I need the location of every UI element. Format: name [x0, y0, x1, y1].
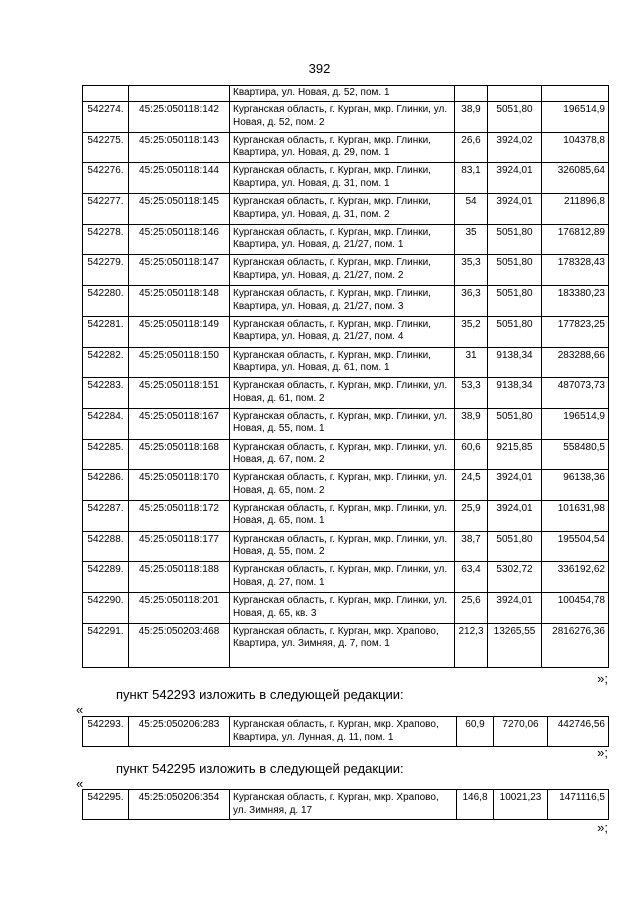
- table-row: [83, 562, 609, 593]
- row-number: 542274.: [83, 102, 129, 133]
- unit-price: 5051,80: [488, 408, 542, 439]
- unit-price: 3924,01: [488, 163, 542, 194]
- cadastral-number: 45:25:050206:283: [129, 717, 230, 747]
- amendment-instruction: пункт 542295 изложить в следующей редакции:: [116, 761, 404, 776]
- total-value: 558480,5: [542, 439, 609, 470]
- address: Курганская область, г. Курган, мкр. Глинки, Квартира, ул. Новая, д. 31, пом. 1: [230, 163, 455, 194]
- address: Квартира, ул. Новая, д. 52, пом. 1: [230, 86, 455, 102]
- unit-price: 13265,55: [488, 623, 542, 667]
- amendment-instruction: пункт 542293 изложить в следующей редакции:: [116, 687, 404, 702]
- address: Курганская область, г. Курган, мкр. Глинки, ул. Новая, д. 55, пом. 1: [230, 408, 455, 439]
- total-value: 487073,73: [542, 378, 609, 409]
- area: 35,2: [455, 316, 488, 347]
- row-number: 542281.: [83, 316, 129, 347]
- address: Курганская область, г. Курган, мкр. Глинки, ул. Новая, д. 65, пом. 2: [230, 470, 455, 501]
- row-number: 542283.: [83, 378, 129, 409]
- table-row: [83, 593, 609, 624]
- total-value: 100454,78: [542, 593, 609, 624]
- area: 25,6: [455, 593, 488, 624]
- total-value: 176812,89: [542, 224, 609, 255]
- total-value: 196514,9: [542, 408, 609, 439]
- row-number: 542293.: [83, 717, 129, 747]
- table-row: [83, 717, 609, 747]
- total-value: 101631,98: [542, 500, 609, 531]
- table-row: [83, 286, 609, 317]
- address: Курганская область, г. Курган, мкр. Глинки, ул. Новая, д. 67, пом. 2: [230, 439, 455, 470]
- unit-price: 5051,80: [488, 224, 542, 255]
- cadastral-number: [129, 86, 230, 102]
- area: 38,9: [455, 408, 488, 439]
- table-row: [83, 132, 609, 163]
- table-row: [83, 194, 609, 225]
- opening-quote: «: [76, 776, 84, 791]
- table-row: [83, 623, 609, 667]
- unit-price: 3924,01: [488, 194, 542, 225]
- table-row: [83, 316, 609, 347]
- area: 212,3: [455, 623, 488, 667]
- area: 146,8: [457, 790, 494, 820]
- table-row: [83, 531, 609, 562]
- area: 63,4: [455, 562, 488, 593]
- total-value: 1471116,5: [548, 790, 609, 820]
- cadastral-number: 45:25:050118:145: [129, 194, 230, 225]
- area: 25,9: [455, 500, 488, 531]
- unit-price: 3924,01: [488, 500, 542, 531]
- address: Курганская область, г. Курган, мкр. Глинки, Квартира, ул. Новая, д. 29, пом. 1: [230, 132, 455, 163]
- table-row: [83, 163, 609, 194]
- cadastral-number: 45:25:050118:149: [129, 316, 230, 347]
- row-number: 542279.: [83, 255, 129, 286]
- row-number: 542289.: [83, 562, 129, 593]
- unit-price: 5051,80: [488, 531, 542, 562]
- unit-price: 10021,23: [494, 790, 548, 820]
- cadastral-number: 45:25:050118:188: [129, 562, 230, 593]
- cadastral-number: 45:25:050118:172: [129, 500, 230, 531]
- cadastral-number: 45:25:050118:147: [129, 255, 230, 286]
- table-row: [83, 470, 609, 501]
- total-value: 196514,9: [542, 102, 609, 133]
- total-value: 442746,56: [548, 717, 609, 747]
- unit-price: [488, 86, 542, 102]
- address: Курганская область, г. Курган, мкр. Глинки, ул. Новая, д. 27, пом. 1: [230, 562, 455, 593]
- row-number: [83, 86, 129, 102]
- cadastral-number: 45:25:050118:142: [129, 102, 230, 133]
- cadastral-number: 45:25:050118:146: [129, 224, 230, 255]
- total-value: 183380,23: [542, 286, 609, 317]
- cadastral-number: 45:25:050118:170: [129, 470, 230, 501]
- row-number: 542291.: [83, 623, 129, 667]
- address: Курганская область, г. Курган, мкр. Глинки, ул. Новая, д. 52, пом. 2: [230, 102, 455, 133]
- address: Курганская область, г. Курган, мкр. Глинки, Квартира, ул. Новая, д. 21/27, пом. 1: [230, 224, 455, 255]
- total-value: 96138,36: [542, 470, 609, 501]
- total-value: 211896,8: [542, 194, 609, 225]
- total-value: 336192,62: [542, 562, 609, 593]
- total-value: 104378,8: [542, 132, 609, 163]
- closing-quote: »;: [597, 745, 608, 760]
- address: Курганская область, г. Курган, мкр. Глинки, Квартира, ул. Новая, д. 61, пом. 1: [230, 347, 455, 378]
- row-number: 542287.: [83, 500, 129, 531]
- unit-price: 9138,34: [488, 378, 542, 409]
- total-value: 326085,64: [542, 163, 609, 194]
- area: 60,6: [455, 439, 488, 470]
- table-row: [83, 255, 609, 286]
- area: 36,3: [455, 286, 488, 317]
- cadastral-number: 45:25:050118:143: [129, 132, 230, 163]
- unit-price: 3924,01: [488, 593, 542, 624]
- amended-row-table: [82, 716, 609, 747]
- table-row: [83, 408, 609, 439]
- row-number: 542277.: [83, 194, 129, 225]
- table-row: [83, 86, 609, 102]
- area: 35: [455, 224, 488, 255]
- address: Курганская область, г. Курган, мкр. Глинки, ул. Новая, д. 61, пом. 2: [230, 378, 455, 409]
- row-number: 542278.: [83, 224, 129, 255]
- closing-quote: »;: [597, 671, 608, 686]
- row-number: 542282.: [83, 347, 129, 378]
- cadastral-number: 45:25:050118:177: [129, 531, 230, 562]
- address: Курганская область, г. Курган, мкр. Храпово, Квартира, ул. Зимняя, д. 7, пом. 1: [230, 623, 455, 667]
- property-table: [82, 85, 609, 668]
- closing-quote: »;: [597, 820, 608, 835]
- row-number: 542288.: [83, 531, 129, 562]
- address: Курганская область, г. Курган, мкр. Глинки, Квартира, ул. Новая, д. 21/27, пом. 4: [230, 316, 455, 347]
- amended-row-table: [82, 789, 609, 820]
- unit-price: 5051,80: [488, 102, 542, 133]
- unit-price: 9138,34: [488, 347, 542, 378]
- total-value: 178328,43: [542, 255, 609, 286]
- cadastral-number: 45:25:050118:201: [129, 593, 230, 624]
- cadastral-number: 45:25:050118:144: [129, 163, 230, 194]
- area: 24,5: [455, 470, 488, 501]
- area: 31: [455, 347, 488, 378]
- address: Курганская область, г. Курган, мкр. Храпово, ул. Зимняя, д. 17: [230, 790, 457, 820]
- area: 54: [455, 194, 488, 225]
- cadastral-number: 45:25:050206:354: [129, 790, 230, 820]
- address: Курганская область, г. Курган, мкр. Глинки, Квартира, ул. Новая, д. 21/27, пом. 2: [230, 255, 455, 286]
- cadastral-number: 45:25:050203:468: [129, 623, 230, 667]
- page-number: 392: [308, 61, 331, 76]
- unit-price: 3924,02: [488, 132, 542, 163]
- table-row: [83, 378, 609, 409]
- total-value: 195504,54: [542, 531, 609, 562]
- row-number: 542290.: [83, 593, 129, 624]
- cadastral-number: 45:25:050118:167: [129, 408, 230, 439]
- area: 53,3: [455, 378, 488, 409]
- area: 83,1: [455, 163, 488, 194]
- table-row: [83, 439, 609, 470]
- unit-price: 5051,80: [488, 286, 542, 317]
- address: Курганская область, г. Курган, мкр. Глинки, Квартира, ул. Новая, д. 21/27, пом. 3: [230, 286, 455, 317]
- unit-price: 3924,01: [488, 470, 542, 501]
- unit-price: 9215,85: [488, 439, 542, 470]
- table-row: [83, 500, 609, 531]
- address: Курганская область, г. Курган, мкр. Глинки, ул. Новая, д. 55, пом. 2: [230, 531, 455, 562]
- address: Курганская область, г. Курган, мкр. Храпово, Квартира, ул. Лунная, д. 11, пом. 1: [230, 717, 457, 747]
- unit-price: 5302,72: [488, 562, 542, 593]
- area: 38,7: [455, 531, 488, 562]
- row-number: 542275.: [83, 132, 129, 163]
- area: 38,9: [455, 102, 488, 133]
- opening-quote: «: [76, 702, 84, 717]
- unit-price: 5051,80: [488, 255, 542, 286]
- row-number: 542285.: [83, 439, 129, 470]
- address: Курганская область, г. Курган, мкр. Глинки, ул. Новая, д. 65, кв. 3: [230, 593, 455, 624]
- address: Курганская область, г. Курган, мкр. Глинки, Квартира, ул. Новая, д. 31, пом. 2: [230, 194, 455, 225]
- row-number: 542276.: [83, 163, 129, 194]
- unit-price: 7270,06: [494, 717, 548, 747]
- total-value: 283288,66: [542, 347, 609, 378]
- cadastral-number: 45:25:050118:148: [129, 286, 230, 317]
- area: [455, 86, 488, 102]
- table-row: [83, 102, 609, 133]
- row-number: 542295.: [83, 790, 129, 820]
- area: 35,3: [455, 255, 488, 286]
- row-number: 542284.: [83, 408, 129, 439]
- cadastral-number: 45:25:050118:151: [129, 378, 230, 409]
- total-value: [542, 86, 609, 102]
- table-row: [83, 347, 609, 378]
- unit-price: 5051,80: [488, 316, 542, 347]
- total-value: 177823,25: [542, 316, 609, 347]
- area: 60,9: [457, 717, 494, 747]
- row-number: 542286.: [83, 470, 129, 501]
- cadastral-number: 45:25:050118:168: [129, 439, 230, 470]
- table-row: [83, 224, 609, 255]
- total-value: 2816276,36: [542, 623, 609, 667]
- address: Курганская область, г. Курган, мкр. Глинки, ул. Новая, д. 65, пом. 1: [230, 500, 455, 531]
- area: 26,6: [455, 132, 488, 163]
- table-row: [83, 790, 609, 820]
- row-number: 542280.: [83, 286, 129, 317]
- cadastral-number: 45:25:050118:150: [129, 347, 230, 378]
